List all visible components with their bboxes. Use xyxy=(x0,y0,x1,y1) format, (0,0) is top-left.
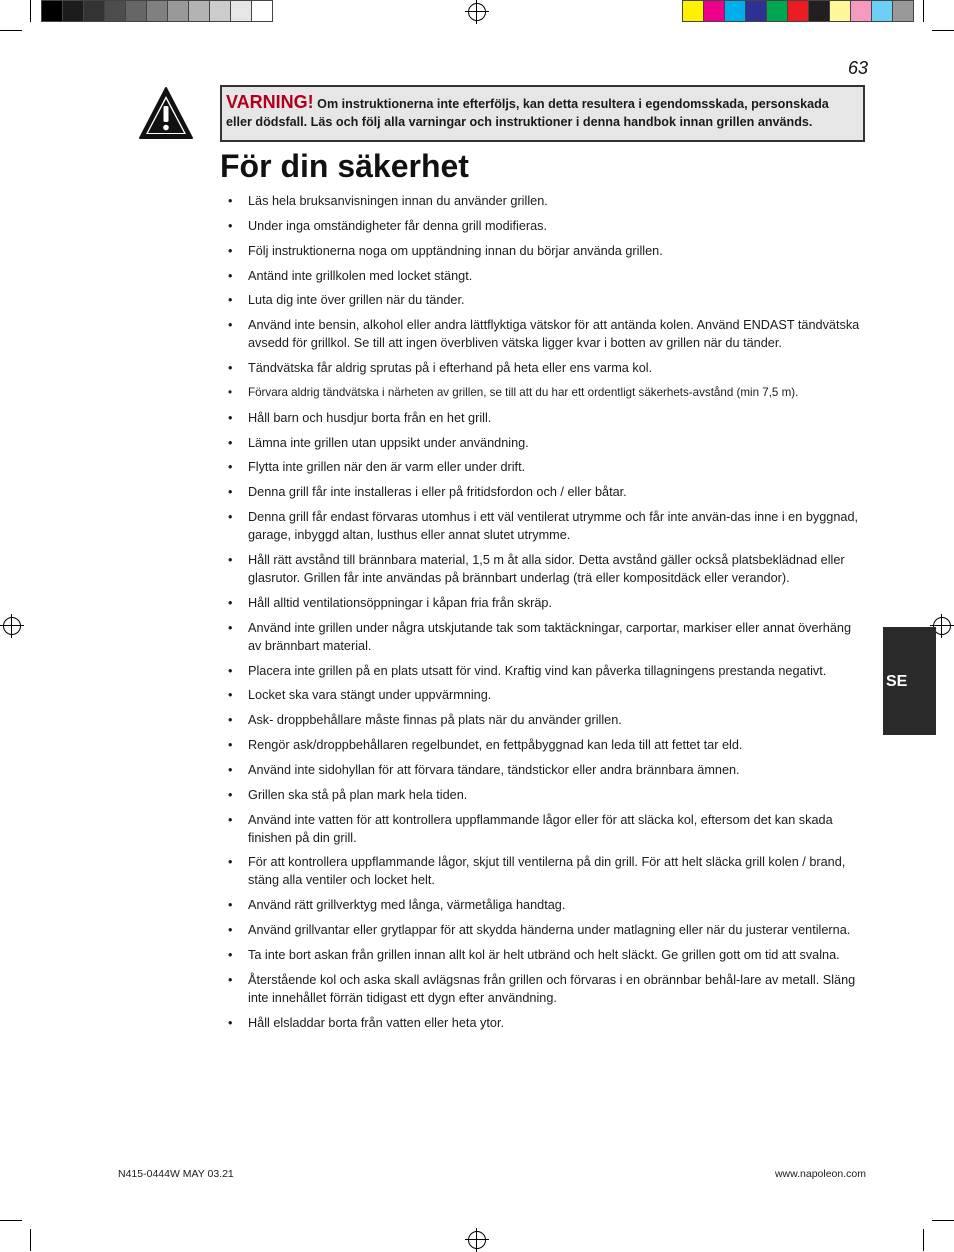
color-swatch xyxy=(787,0,809,22)
list-item: • Tändvätska får aldrig sprutas på i efterhand på heta eller ens varma kol. xyxy=(226,359,866,377)
list-item: • Lämna inte grillen utan uppsikt under användning. xyxy=(226,434,866,452)
list-item: • Använd inte vatten för att kontrollera uppflammande lågor eller för att släcka kol, eftersom det kan skada finishen på din grill. xyxy=(226,811,866,847)
color-swatch xyxy=(83,0,105,22)
list-item: • Rengör ask/droppbehållaren regelbundet, en fettpåbyggnad kan leda till att fettet tar eld. xyxy=(226,736,866,754)
list-item: • För att kontrollera uppflammande lågor, skjut till ventilerna på din grill. För att helt släcka grill kolen / brand, stäng alla ventiler och locket helt. xyxy=(226,853,866,889)
website-url: www.napoleon.com xyxy=(774,1168,866,1180)
color-swatch xyxy=(209,0,231,22)
crop-mark xyxy=(0,30,22,31)
crop-mark xyxy=(30,1229,31,1251)
color-swatch xyxy=(829,0,851,22)
crop-mark xyxy=(923,0,924,22)
color-swatch xyxy=(230,0,252,22)
warning-title: VARNING! xyxy=(226,92,314,112)
list-item: • Använd rätt grillverktyg med långa, värmetåliga handtag. xyxy=(226,896,866,914)
color-swatch xyxy=(104,0,126,22)
color-swatch xyxy=(41,0,63,22)
list-item: • Flytta inte grillen när den är varm eller under drift. xyxy=(226,458,866,476)
list-item: • Håll rätt avstånd till brännbara material, 1,5 m åt alla sidor. Detta avstånd gäller också platsbeklädnad eller glasrutor. Grillen får inte användas på brännbart underlag (trä eller kompositdäck eller verandor). xyxy=(226,551,866,587)
color-swatch xyxy=(703,0,725,22)
list-item: • Håll elsladdar borta från vatten eller heta ytor. xyxy=(226,1014,866,1032)
color-swatch xyxy=(167,0,189,22)
registration-mark-icon xyxy=(468,1231,486,1249)
color-swatch xyxy=(871,0,893,22)
registration-mark-icon xyxy=(3,617,21,635)
list-item: • Förvara aldrig tändvätska i närheten av grillen, se till att du har ett ordentligt säkerhets-avstånd (min 7,5 m). xyxy=(226,384,866,402)
list-item: • Under inga omständigheter får denna grill modifieras. xyxy=(226,217,866,235)
color-swatch xyxy=(62,0,84,22)
color-swatch xyxy=(146,0,168,22)
list-item: • Håll alltid ventilationsöppningar i kåpan fria från skräp. xyxy=(226,594,866,612)
list-item: • Återstående kol och aska skall avlägsnas från grillen och förvaras i en obrännbar behål-lare av metall. Släng inte innehållet förrän tidigast ett dygn efter användning. xyxy=(226,971,866,1007)
list-item: • Läs hela bruksanvisningen innan du använder grillen. xyxy=(226,192,866,210)
language-tab: SE xyxy=(883,627,936,735)
color-swatch xyxy=(892,0,914,22)
crop-mark xyxy=(923,1229,924,1251)
list-item: • Använd grillvantar eller grytlappar för att skydda händerna under matlagning eller när du justerar ventilerna. xyxy=(226,921,866,939)
list-item: • Följ instruktionerna noga om upptändning innan du börjar använda grillen. xyxy=(226,242,866,260)
list-item: • Grillen ska stå på plan mark hela tiden. xyxy=(226,786,866,804)
crop-mark xyxy=(0,1220,22,1221)
list-item: • Denna grill får endast förvaras utomhus i ett väl ventilerat utrymme och får inte använ-das inne i en byggnad, garage, inbyggd altan, lusthus eller annat slutet utrymme. xyxy=(226,508,866,544)
list-item: • Använd inte grillen under några utskjutande tak som taktäckningar, carportar, markiser eller annat överhäng av brännbart material. xyxy=(226,619,866,655)
list-item: • Ta inte bort askan från grillen innan allt kol är helt utbränd och helt släckt. Ge grillen gott om tid att svalna. xyxy=(226,946,866,964)
color-swatch xyxy=(125,0,147,22)
crop-mark xyxy=(932,1220,954,1221)
color-swatch xyxy=(724,0,746,22)
crop-mark xyxy=(932,30,954,31)
color-swatch xyxy=(682,0,704,22)
list-item: • Ask- droppbehållare måste finnas på plats när du använder grillen. xyxy=(226,711,866,729)
safety-rules-list xyxy=(226,192,866,1038)
list-item: • Använd inte bensin, alkohol eller andra lättflyktiga vätskor för att antända kolen. Använd ENDAST tändvätska avsedd för grillkol. Se till att ingen överbliven vätska ligger kvar i botten av grillen när du tänder. xyxy=(226,316,866,352)
color-swatch xyxy=(188,0,210,22)
color-swatch xyxy=(850,0,872,22)
list-item: • Denna grill får inte installeras i eller på fritidsfordon och / eller båtar. xyxy=(226,483,866,501)
color-calibration-bar xyxy=(682,0,913,22)
registration-mark-icon xyxy=(468,3,486,21)
color-swatch xyxy=(745,0,767,22)
color-swatch xyxy=(251,0,273,22)
crop-mark xyxy=(30,0,31,22)
color-swatch xyxy=(808,0,830,22)
list-item: • Luta dig inte över grillen när du tänder. xyxy=(226,291,866,309)
grayscale-calibration-bar xyxy=(41,0,272,22)
list-item: • Håll barn och husdjur borta från en het grill. xyxy=(226,409,866,427)
warning-box xyxy=(220,85,865,142)
list-item: • Använd inte sidohyllan för att förvara tändare, tändstickor eller andra brännbara ämnen. xyxy=(226,761,866,779)
list-item: • Placera inte grillen på en plats utsatt för vind. Kraftig vind kan påverka tillagningens prestanda negativt. xyxy=(226,662,866,680)
warning-text: Om instruktionerna inte efterföljs, kan detta resultera i egendomsskada, personskada eller dödsfall. Läs och följ alla varningar och instruktioner i denna handbok innan grillen används. xyxy=(226,97,829,129)
color-swatch xyxy=(766,0,788,22)
page-title: För din säkerhet xyxy=(220,148,469,184)
page-number: 63 xyxy=(847,58,868,78)
list-item: • Locket ska vara stängt under uppvärmning. xyxy=(226,686,866,704)
list-item: • Antänd inte grillkolen med locket stängt. xyxy=(226,267,866,285)
warning-triangle-icon xyxy=(138,86,194,140)
document-code: N415-0444W MAY 03.21 xyxy=(118,1168,234,1180)
